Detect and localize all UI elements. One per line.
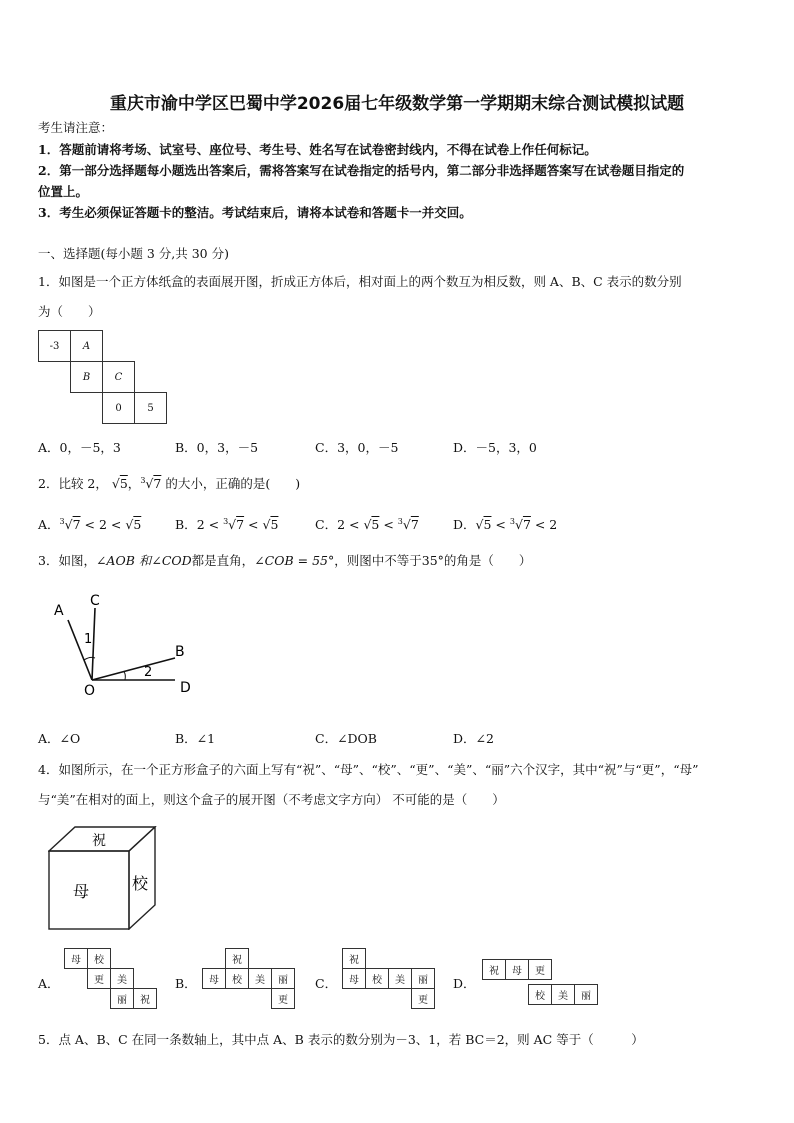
q3-stem: 3．如图，∠AOB 和∠COD都是直角，∠COB = 55°，则图中不等于35°的角是（ ） [38, 553, 532, 568]
net-a-cell: 更 [87, 968, 111, 989]
net-c-cell: 丽 [411, 968, 435, 989]
page-title: 重庆市渝中学区巴蜀中学2026届七年级数学第一学期期末综合测试模拟试题 [109, 94, 685, 114]
q3-option-b: B．∠1 [175, 731, 216, 746]
label-o: O [84, 683, 96, 699]
q2-option-a: A．$^3$√7 < 2 < √5 [38, 516, 142, 532]
q2-stem: 2．比较 2， √5，$^3$√7 的大小，正确的是( ) [38, 475, 301, 491]
q1-stem-cont: 为（ ） [38, 304, 101, 319]
net-c-cell: 校 [365, 968, 389, 989]
notice-item-1: 1．答题前请将考场、试室号、座位号、考生号、姓名写在试卷密封线内，不得在试卷上作任何标记。 [38, 142, 597, 157]
net-d-cell: 美 [551, 984, 575, 1005]
label-b: B [175, 644, 185, 660]
net-cell: A [70, 330, 103, 362]
net-cell: B [70, 361, 103, 393]
net-d-cell: 母 [505, 959, 529, 980]
label-2: 2 [144, 665, 153, 680]
q2-option-d: D．√5 < $^3$√7 < 2 [453, 516, 558, 532]
net-b-cell: 美 [248, 968, 272, 989]
net-b-cell: 母 [202, 968, 226, 989]
q2-stem-b: 的大小，正确的是( ) [165, 476, 301, 491]
notice-heading: 考生请注意： [38, 120, 114, 135]
net-d-cell: 更 [528, 959, 552, 980]
label-1: 1 [84, 632, 93, 647]
label-c: C [90, 593, 100, 609]
net-b-cell: 更 [271, 988, 295, 1009]
net-cell: C [102, 361, 135, 393]
net-c-cell: 更 [411, 988, 435, 1009]
net-c-cell: 祝 [342, 948, 366, 969]
section-heading: 一、选择题(每小题 3 分,共 30 分) [38, 246, 229, 261]
net-a-cell: 祝 [133, 988, 157, 1009]
q1-stem: 1．如图是一个正方体纸盒的表面展开图，折成正方体后，相对面上的两个数互为相反数，则 A、B、C 表示的数分别 [38, 274, 682, 289]
net-d-cell: 祝 [482, 959, 506, 980]
q4-option-c: C． [315, 976, 338, 991]
cube-front-face: 母 [73, 882, 90, 901]
q3-given: ∠COB = 55° [254, 553, 335, 568]
net-cell: 0 [102, 392, 135, 424]
q2-option-b: B．2 < $^3$√7 < √5 [175, 516, 279, 532]
net-d-cell: 校 [528, 984, 552, 1005]
q1-option-d: D．－5，3，0 [453, 440, 537, 455]
net-a-cell: 校 [87, 948, 111, 969]
q4-option-a: A． [38, 976, 60, 991]
q4-cube-figure [48, 826, 160, 930]
notice-item-2-cont: 位置上。 [38, 184, 89, 199]
notice-item-2: 2．第一部分选择题每小题选出答案后，需将答案写在试卷指定的括号内，第二部分非选择题答案写在试卷题目指定的 [38, 163, 685, 178]
arc-2 [124, 672, 125, 680]
ray-oc [92, 608, 95, 680]
net-cell: -3 [38, 330, 71, 362]
q4-option-b: B． [175, 976, 197, 991]
net-a-cell: 美 [110, 968, 134, 989]
q1-option-c: C．3，0，－5 [315, 440, 399, 455]
net-a-cell: 丽 [110, 988, 134, 1009]
q2-stem-a: 2．比较 2， [38, 476, 108, 491]
cube-side-face: 校 [132, 874, 149, 893]
q3-option-a: A．∠O [38, 731, 81, 746]
label-d: D [180, 680, 191, 696]
label-a: A [54, 603, 64, 619]
q1-option-a: A．0，－5，3 [38, 440, 121, 455]
net-a-cell: 母 [64, 948, 88, 969]
q4-option-d: D． [453, 976, 476, 991]
q3-degree: 35° [421, 553, 444, 568]
ray-ob [92, 658, 175, 680]
q4-stem: 4．如图所示，在一个正方形盒子的六面上写有“祝”、“母”、“校”、“更”、“美”、“丽”六个汉字，其中“祝”与“更”，“母” [38, 762, 699, 777]
q3-angles: ∠AOB 和∠COD [95, 553, 192, 568]
net-b-cell: 校 [225, 968, 249, 989]
q1-option-b: B．0，3，－5 [175, 440, 259, 455]
q3-angle-figure [40, 588, 210, 700]
net-b-cell: 丽 [271, 968, 295, 989]
net-c-cell: 美 [388, 968, 412, 989]
q5-stem: 5．点 A、B、C 在同一条数轴上，其中点 A、B 表示的数分别为－3、1，若 BC＝2，则 AC 等于（ ） [38, 1032, 644, 1047]
net-c-cell: 母 [342, 968, 366, 989]
q2-option-c: C．2 < √5 < $^3$√7 [315, 516, 419, 532]
ray-oa [68, 620, 92, 680]
net-b-cell: 祝 [225, 948, 249, 969]
net-d-cell: 丽 [574, 984, 598, 1005]
q4-stem-cont: 与“美”在相对的面上，则这个盒子的展开图（不考虑文字方向） 不可能的是（ ） [38, 792, 505, 807]
q3-option-d: D．∠2 [453, 731, 494, 746]
cube-top-face: 祝 [92, 833, 106, 849]
notice-item-3: 3．考生必须保证答题卡的整洁。考试结束后，请将本试卷和答题卡一并交回。 [38, 205, 472, 220]
sqrt5-expression: √5 [111, 476, 128, 491]
net-cell: 5 [134, 392, 167, 424]
q3-option-c: C．∠DOB [315, 731, 377, 746]
